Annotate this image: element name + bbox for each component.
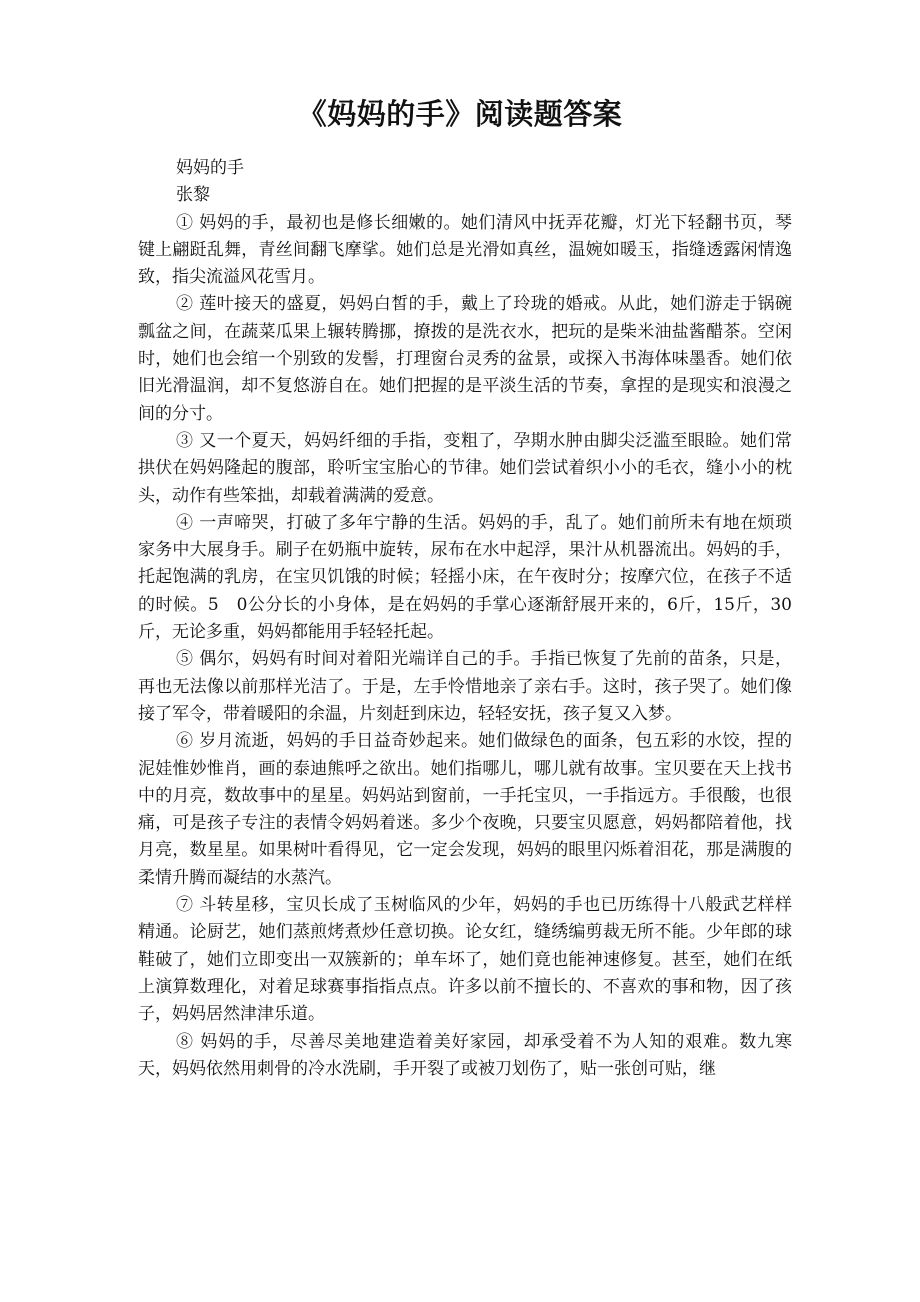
paragraph-5: ⑤ 偶尔，妈妈有时间对着阳光端详自己的手。手指已恢复了先前的苗条，只是，再也无法像以前那样光洁了。于是，左手怜惜地亲了亲右手。这时，孩子哭了。她们像接了军令，带着暖阳的余温，片刻赶到床边，轻轻安抚，孩子复又入梦。 (138, 649, 792, 724)
paragraph-1: ① 妈妈的手，最初也是修长细嫩的。她们清风中抚弄花瓣，灯光下轻翻书页，琴键上翩跹乱舞，青丝间翻飞摩挲。她们总是光滑如真丝，温婉如暖玉，指缝透露闲情逸致，指尖流溢风花雪月。 (138, 212, 792, 288)
document-body (138, 155, 792, 1083)
paragraph-6: ⑥ 岁月流逝，妈妈的手日益奇妙起来。她们做绿色的面条，包五彩的水饺，捏的泥娃惟妙惟肖，画的泰迪熊呼之欲出。她们指哪儿，哪儿就有故事。宝贝要在天上找书中的月亮，数故事中的星星。妈妈站到窗前，一手托宝贝，一手指远方。手很酸，也很痛，可是孩子专注的表情令妈妈着迷。多少个夜晚，只要宝贝愿意，妈妈都陪着他，找月亮，数星星。如果树叶看得见，它一定会发现，妈妈的眼里闪烁着泪花，那是满腹的柔情升腾而凝结的水蒸汽。 (138, 731, 792, 888)
paragraph-3: ③ 又一个夏天，妈妈纤细的手指，变粗了，孕期水肿由脚尖泛滥至眼睑。她们常拱伏在妈妈隆起的腹部，聆听宝宝胎心的节律。她们尝试着织小小的毛衣，缝小小的枕头，动作有些笨拙，却载着满满的爱意。 (138, 430, 792, 506)
paragraph-8: ⑧ 妈妈的手，尽善尽美地建造着美好家园，却承受着不为人知的艰难。数九寒天，妈妈依然用刺骨的冷水洗刷，手开裂了或被刀划伤了，贴一张创可贴，继 (138, 1031, 792, 1079)
paragraph-7: ⑦ 斗转星移，宝贝长成了玉树临风的少年，妈妈的手也已历练得十八般武艺样样精通。论厨艺，她们蒸煎烤煮炒任意切换。论女红，缝绣编剪裁无所不能。少年郎的球鞋破了，她们立即变出一双簇新的；单车坏了，她们竟也能神速修复。甚至，她们在纸上演算数理化，对着足球赛事指指点点。许多以前不擅长的、不喜欢的事和物，因了孩子，妈妈居然津津乐道。 (138, 895, 792, 1025)
document-title: 《妈妈的手》阅读题答案 (297, 97, 623, 131)
paragraph-2: ② 莲叶接天的盛夏，妈妈白皙的手，戴上了玲珑的婚戒。从此，她们游走于锅碗瓢盆之间，在蔬菜瓜果上辗转腾挪，撩拨的是洗衣水，把玩的是柴米油盐酱醋茶。空闲时，她们也会绾一个别致的发髻，打理窗台灵秀的盆景，或探入书海体味墨香。她们依旧光滑温润，却不复悠游自在。她们把握的是平淡生活的节奏，拿捏的是现实和浪漫之间的分寸。 (138, 294, 792, 424)
article-title: 妈妈的手 (176, 158, 244, 178)
article-author: 张黎 (176, 185, 210, 206)
paragraph-4: ④ 一声啼哭，打破了多年宁静的生活。妈妈的手，乱了。她们前所未有地在烦琐家务中大展身手。刷子在奶瓶中旋转，尿布在水中起浮，果汁从机器流出。妈妈的手，托起饱满的乳房，在宝贝饥饿的时候；轻摇小床，在午夜时分；按摩穴位，在孩子不适的时候。5 0公分长的小身体，是在妈妈的手掌心逐渐舒展开来的，6斤，15斤，30斤，无论多重，妈妈都能用手轻轻托起。 (138, 512, 792, 643)
